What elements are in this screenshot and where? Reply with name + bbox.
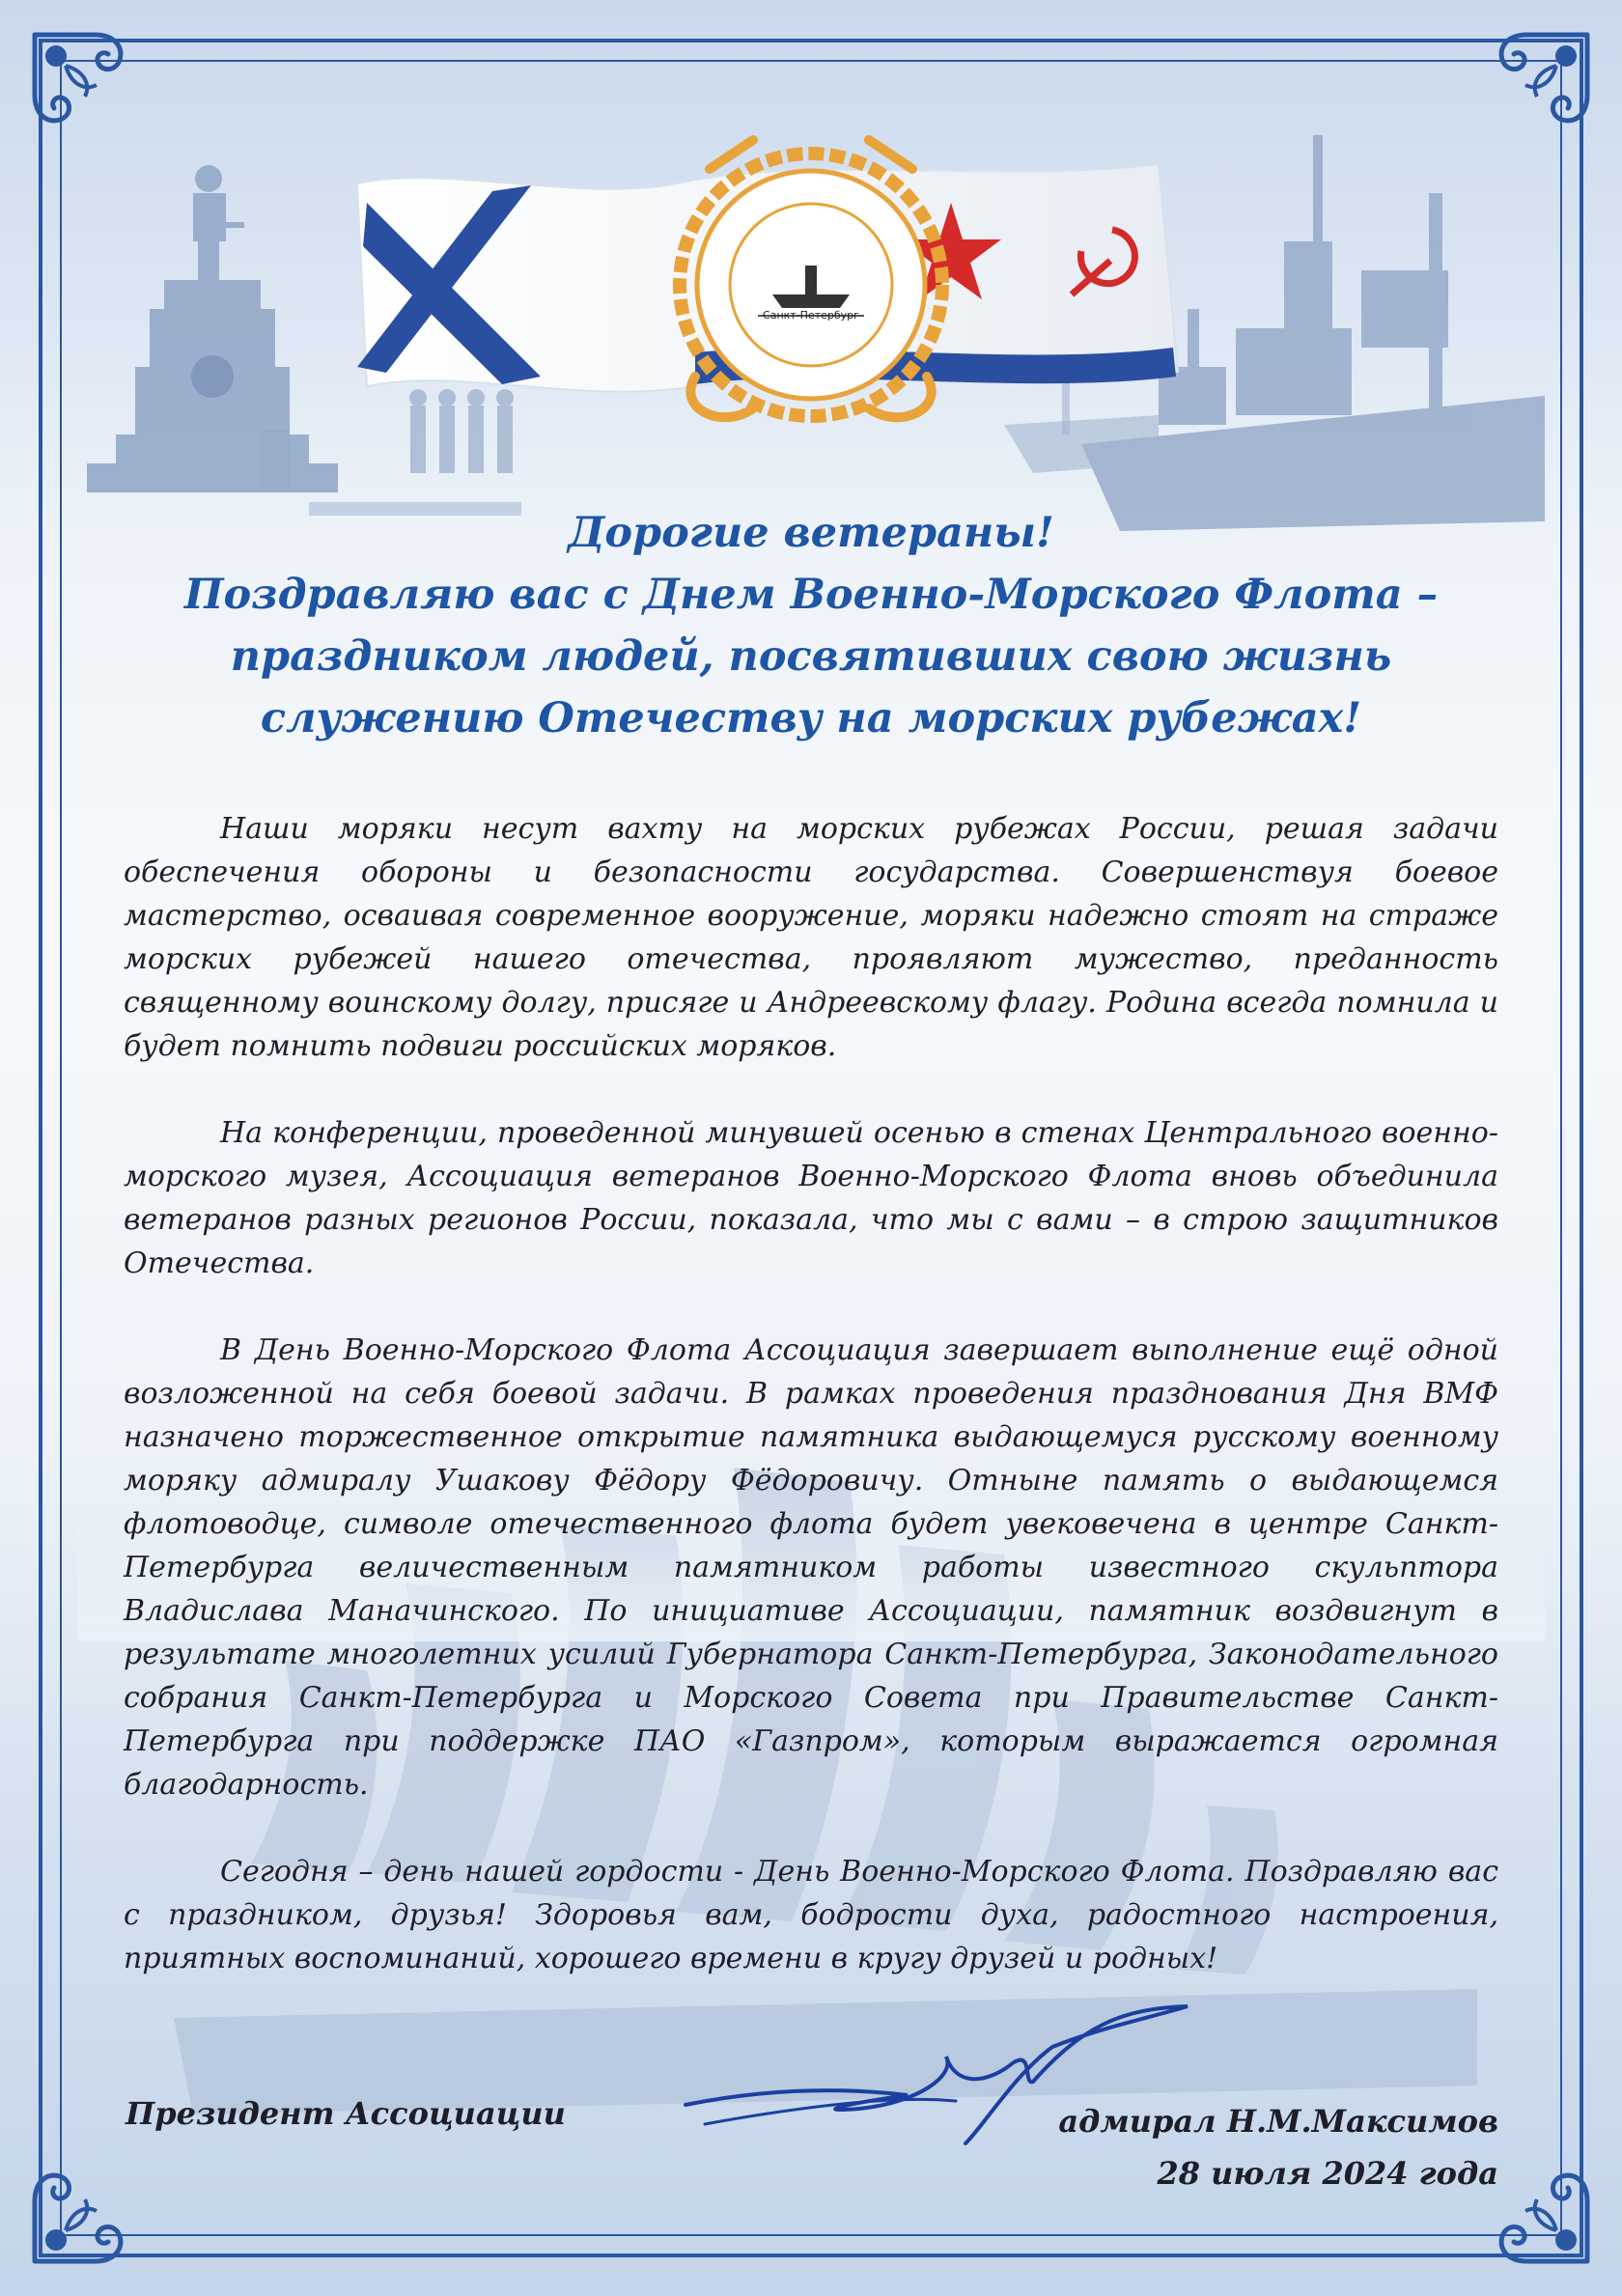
heading-line: Дорогие ветераны! <box>568 509 1054 557</box>
letter-body <box>124 807 1498 2024</box>
heading-line: Поздравляю вас с Днем Военно-Морского Флота – <box>183 571 1439 619</box>
letter-date: 28 июля 2024 года <box>1157 2155 1498 2192</box>
signatory-block <box>1058 2095 1498 2199</box>
heading-line: праздником людей, посвятивших свою жизнь <box>230 632 1392 681</box>
corner-ornament <box>1479 27 1595 143</box>
body-paragraph: В День Военно-Морского Флота Ассоциация завершает выполнение ещё одной возложенной на себя боевой задачи. В рамках проведения празднования Дня ВМФ назначено торжественное открытие памятника выдающемуся русскому военному моряку адмиралу Ушакову Фёдору Фёдоровичу. Отныне память о выдающемся флотоводце, символе отечественного флота будет увековечена в центре Санкт-Петербурга величественным памятником работы известного скульптора Владислава Маначинского. По инициативе Ассоциации, памятник воздвигнут в результате многолетних усилий Губернатора Санкт-Петербурга, Законодательного собрания Санкт-Петербурга и Морского Совета при Правительстве Санкт-Петербурга при поддержке ПАО «Газпром», которым выражается огромная благодарность. <box>124 1333 1498 1802</box>
body-paragraph: Наши моряки несут вахту на морских рубежах России, решая задачи обеспечения обороны и безопасности государства. Совершенствуя боевое мастерство, осваивая современное вооружение, моряки надежно стоят на страже морских рубежей нашего отечества, проявляют мужество, преданность священному воинскому долгу, присяге и Андреевскому флагу. Родина всегда помнила и будет помнить подвиги российских моряков. <box>124 812 1498 1063</box>
heading-line: служению Отечеству на морских рубежах! <box>260 694 1362 742</box>
signatory-position: Президент Ассоциации <box>126 2095 566 2132</box>
corner-ornament <box>27 27 143 143</box>
emblem-city-text: Санкт-Петербург <box>763 309 859 322</box>
signatory-name: адмирал Н.М.Максимов <box>1058 2103 1498 2140</box>
greeting-heading <box>97 502 1525 749</box>
corner-ornament <box>27 2153 143 2269</box>
body-paragraph: Сегодня – день нашей гордости - День Военно-Морского Флота. Поздравляю вас с праздником, друзья! Здоровья вам, бодрости духа, радостного настроения, приятных воспоминаний, хорошего времени в кругу друзей и родных! <box>124 1855 1498 1975</box>
body-paragraph: На конференции, проведенной минувшей осенью в стенах Центрального военно-морского музея, Ассоциация ветеранов Военно-Морского Флота вновь объединила ветеранов разных регионов России, показала, что мы с вами – в строю защитников Отечества. <box>124 1116 1498 1280</box>
